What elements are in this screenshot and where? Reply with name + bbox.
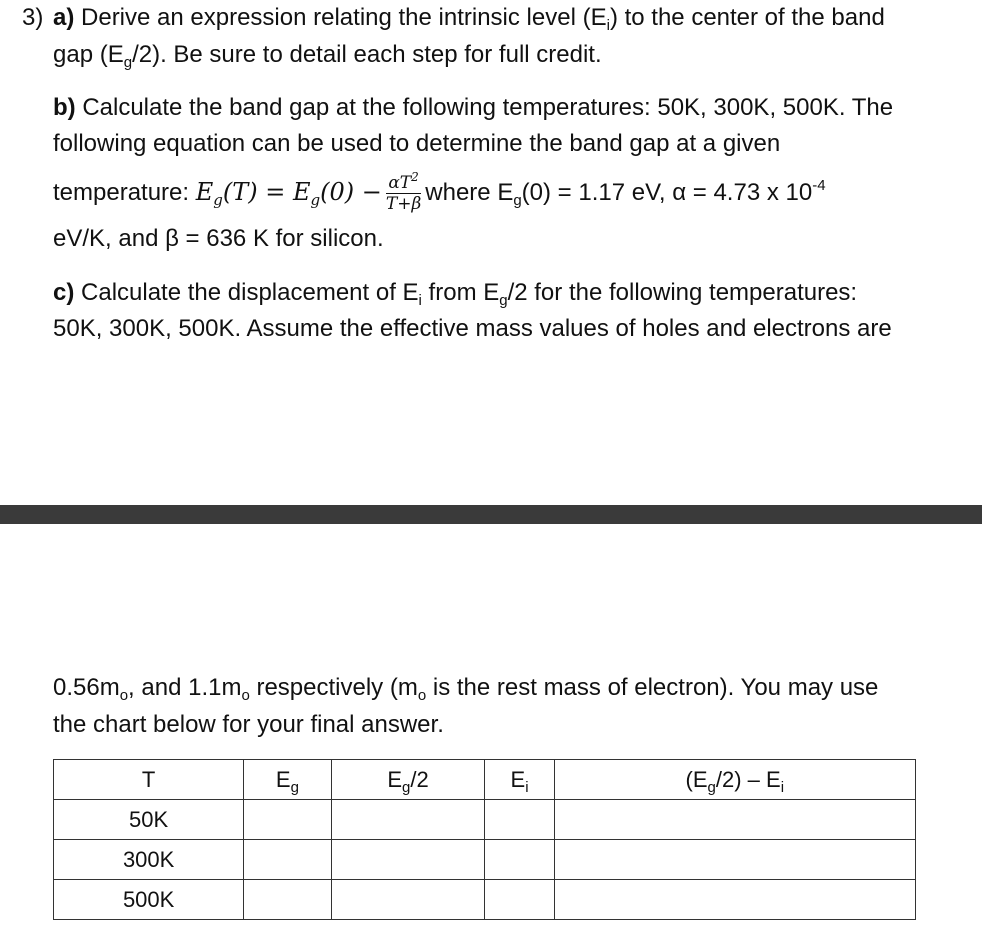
table-row bbox=[54, 800, 916, 840]
part-b-line-1: b) Calculate the band gap at the following temperatures: 50K, 300K, 500K. The bbox=[53, 94, 894, 121]
part-b-line-3: temperature: $E_g(T) = E_g(0)$ − $\frac{\alpha T^2}{T+\beta}$ where $E_g(0) = 1.17$ eV, α = 4.73 x $10^{-4}$ bbox=[53, 170, 826, 215]
answer-cell[interactable] bbox=[331, 840, 485, 880]
header-eg: $E_g$ bbox=[244, 760, 331, 800]
answer-cell[interactable] bbox=[485, 800, 554, 840]
part-a-line-1: a) Derive an expression relating the intrinsic level $(E_i)$ to the center of the band bbox=[53, 4, 885, 34]
row-temperature: 50K bbox=[54, 800, 244, 840]
part-b-line-4: eV/K, and β = 636 K for silicon. bbox=[53, 225, 384, 252]
equation-fraction: $\frac{\alpha T^2}{T+\beta}$ bbox=[385, 170, 422, 215]
part-a-label: a) bbox=[53, 4, 75, 31]
answer-cell[interactable] bbox=[331, 800, 485, 840]
table-row bbox=[54, 880, 916, 920]
answer-cell[interactable] bbox=[485, 880, 554, 920]
header-eg-half: $E_g/2$ bbox=[331, 760, 485, 800]
part-c-line-1: c) Calculate the displacement of $E_i$ from $E_g/2$ for the following temperatures: bbox=[53, 279, 858, 309]
band-gap-equation: $E_g(T) = E_g(0)$ − bbox=[195, 178, 382, 209]
part-c-line-2: 50K, 300K, 500K. Assume the effective mass values of holes and electrons are bbox=[53, 315, 892, 342]
answer-cell[interactable] bbox=[554, 800, 915, 840]
answer-cell[interactable] bbox=[244, 840, 331, 880]
table-row bbox=[54, 840, 916, 880]
answer-cell[interactable] bbox=[244, 880, 331, 920]
answer-cell[interactable] bbox=[244, 800, 331, 840]
part-c-label: c) bbox=[53, 279, 75, 306]
answer-cell[interactable] bbox=[554, 880, 915, 920]
answer-cell[interactable] bbox=[485, 840, 554, 880]
part-a-line-2: gap $(E_g/2)$. Be sure to detail each step for full credit. bbox=[53, 41, 602, 71]
header-displacement: $(E_g/2) - E_i$ bbox=[554, 760, 915, 800]
part-b-line-2: following equation can be used to determine the band gap at a given bbox=[53, 130, 781, 157]
question-number: 3) bbox=[22, 4, 44, 31]
continuation-line-1: $0.56m_o$, and $1.1m_o$ respectively ($m_o$ is the rest mass of electron). You may use bbox=[53, 674, 879, 704]
table-header-row bbox=[54, 760, 916, 800]
answer-cell[interactable] bbox=[331, 880, 485, 920]
row-temperature: 300K bbox=[54, 840, 244, 880]
header-ei: $E_i$ bbox=[485, 760, 554, 800]
answer-table bbox=[53, 759, 916, 920]
part-b-label: b) bbox=[53, 94, 76, 121]
row-temperature: 500K bbox=[54, 880, 244, 920]
answer-cell[interactable] bbox=[554, 840, 915, 880]
header-t: T bbox=[54, 760, 244, 800]
continuation-line-2: the chart below for your final answer. bbox=[53, 711, 444, 738]
page-divider bbox=[0, 505, 982, 524]
